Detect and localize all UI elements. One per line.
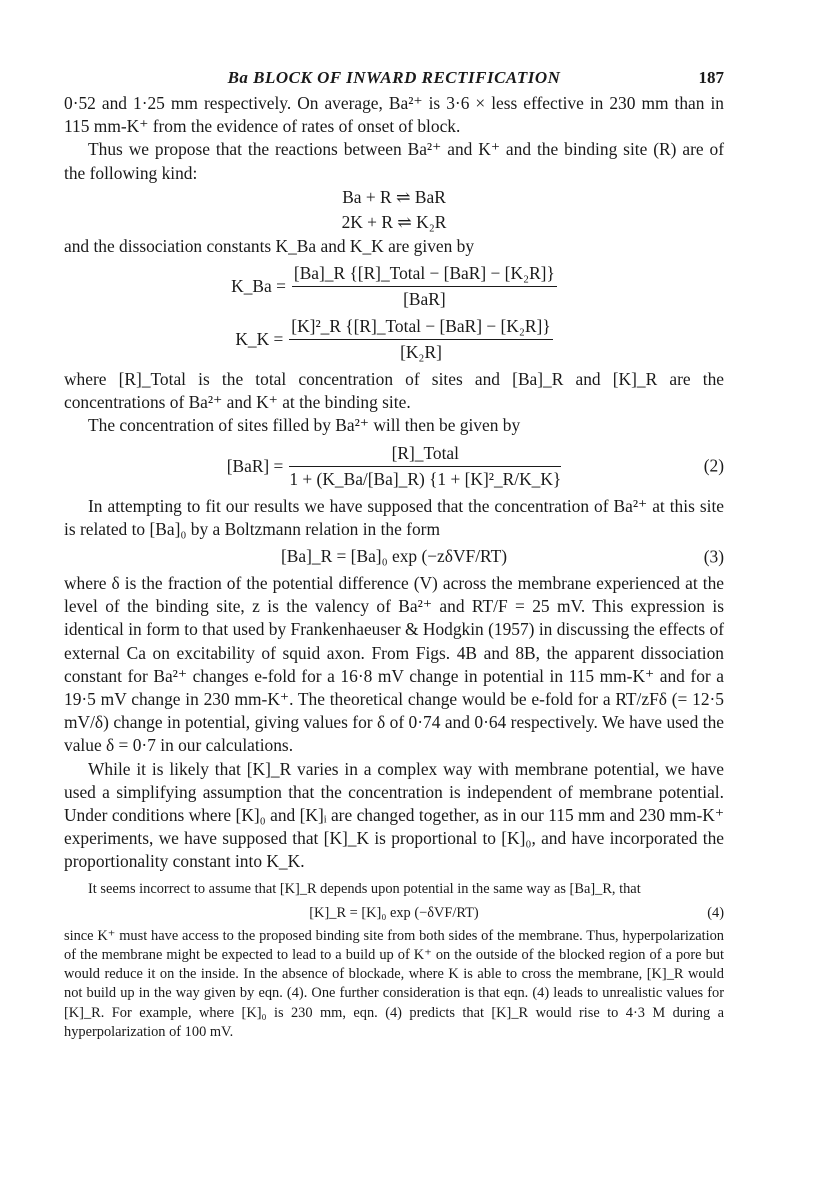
- paragraph-3: and the dissociation constants K_Ba and K_K are given by: [64, 235, 475, 256]
- equation-2-numerator: [R]_Total: [289, 442, 561, 467]
- page-header: [64, 68, 724, 92]
- reaction-ba: Ba + R ⇌ BaR: [342, 186, 446, 207]
- paragraph-10: since K⁺ must have access to the proposed binding site from both sides of the membrane. Thus, hyperpolarization of the membrane might be expected to lead to a build up of K⁺ on the outside of the blocked region of a pore but would reduce it on the inside. In the absence of blockade, where K is able to cross the membrane, [K]_R would not build up in the way given by eqn. (4). One further consideration is that eqn. (4) leads to unrealistic values for [K]_R. For example, where [K]₀ is 230 mm, eqn. (4) predicts that [K]_R would rise to 4·3 M during a hyperpolarization of 100 mV.: [64, 927, 724, 1040]
- paragraph-1: 0·52 and 1·25 mm respectively. On average, Ba²⁺ is 3·6 × less effective in 230 mm than in 115 mm-K⁺ from the evidence of rates of onset of block.: [64, 93, 724, 137]
- equation-kba-numerator: [Ba]_R {[R]_Total − [BaR] − [K₂R]}: [292, 262, 557, 287]
- equation-kba-lhs: K_Ba =: [231, 276, 286, 297]
- paragraph-6: In attempting to fit our results we have supposed that the concentration of Ba²⁺ at this site is related to [Ba]₀ by a Boltzmann relation in the form: [64, 495, 724, 539]
- page-number: 187: [698, 68, 724, 87]
- reaction-k: 2K + R ⇌ K₂R: [341, 211, 447, 232]
- equation-3-body: [Ba]_R = [Ba]₀ exp (−zδVF/RT): [280, 546, 507, 567]
- equation-kba-denominator: [BaR]: [403, 289, 446, 310]
- paragraph-5: The concentration of sites filled by Ba²⁺ will then be given by: [88, 415, 521, 436]
- equation-2-lhs: [BaR] =: [226, 455, 284, 476]
- equation-kk-lhs: K_K =: [235, 329, 284, 350]
- equation-2-fraction: [289, 442, 561, 491]
- paragraph-9: It seems incorrect to assume that [K]_R depends upon potential in the same way as [Ba]_R, that: [88, 880, 641, 897]
- equation-kba: [64, 262, 724, 311]
- equation-kk-fraction: [289, 315, 552, 364]
- equation-4-body: [K]_R = [K]₀ exp (−δVF/RT): [309, 904, 479, 921]
- small-print-section: [64, 880, 724, 1042]
- equation-kk-numerator: [K]²_R {[R]_Total − [BaR] − [K₂R]}: [289, 315, 552, 340]
- equation-2: [64, 442, 724, 491]
- paragraph-8: While it is likely that [K]_R varies in a complex way with membrane potential, we have used a simplifying assumption that the concentration is independent of membrane potential. Under conditions where [K]₀ and [K]ᵢ are changed together, as in our 115 mm and 230 mm-K⁺ experiments, we have supposed that [K]_K is proportional to [K]₀, and have incorporated the proportionality constant into K_K.: [64, 758, 724, 872]
- equation-3: [64, 545, 724, 568]
- equation-3-number: (3): [703, 546, 724, 567]
- equation-4-number: (4): [707, 904, 724, 921]
- paragraph-7: where δ is the fraction of the potential difference (V) across the membrane experienced at the level of the binding site, z is the valency of Ba²⁺ and RT/F = 25 mV. This expression is identical in form to that used by Frankenhaeuser & Hodgkin (1957) in discussing the effects of external Ca on excitability of squid axon. From Figs. 4B and 8B, the apparent dissociation constant for Ba²⁺ changes e-fold for a 16·8 mV change in potential in 115 mm-K⁺ and for a 19·5 mV change in 230 mm-K⁺. The theoretical change would be e-fold for a RT/zFδ (= 12·5 mV/δ) change in potential, giving values for δ of 0·74 and 0·64 respectively. We have used the value δ = 0·7 in our calculations.: [64, 573, 724, 756]
- paragraph-2: Thus we propose that the reactions between Ba²⁺ and K⁺ and the binding site (R) are of the following kind:: [64, 139, 724, 183]
- equation-kba-fraction: [292, 262, 557, 311]
- equation-4: [64, 903, 724, 923]
- journal-page: [64, 68, 724, 1042]
- paragraph-4: where [R]_Total is the total concentration of sites and [Ba]_R and [K]_R are the concentrations of Ba²⁺ and K⁺ at the binding site.: [64, 369, 724, 413]
- equation-2-denominator: 1 + (K_Ba/[Ba]_R) {1 + [K]²_R/K_K}: [289, 468, 562, 489]
- equation-kk-denominator: [K₂R]: [400, 342, 442, 363]
- running-title: Ba BLOCK OF INWARD RECTIFICATION: [227, 68, 561, 87]
- equation-kk: [64, 315, 724, 364]
- equation-2-number: (2): [703, 455, 724, 476]
